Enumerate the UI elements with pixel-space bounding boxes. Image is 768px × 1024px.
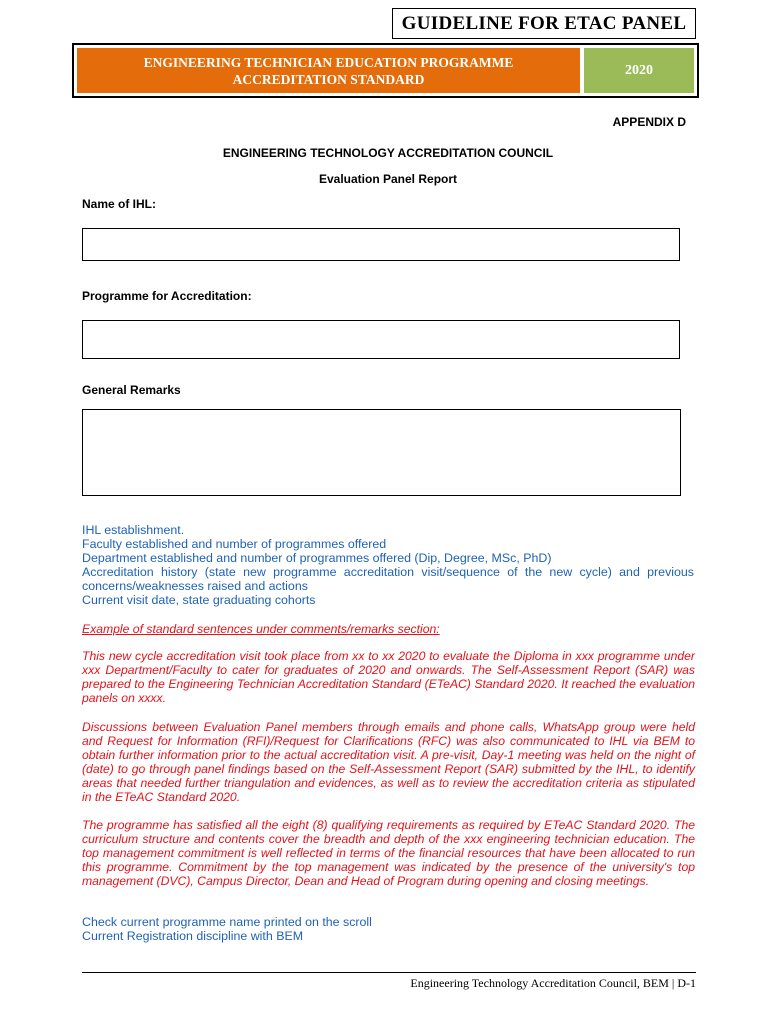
list-item: Current Registration discipline with BEM: [82, 929, 304, 943]
example-paragraph-3: The programme has satisfied all the eight (8) qualifying requirements as required by ETeAC Standard 2020. The curriculum structure and contents cover the breadth and depth of the xxx engineering technician education. The top management commitment is well reflected in terms of the financial resources that have been allocated to run this programme. Commitment by the top management was indicated by the presence of the university's top management (DVC), Campus Director, Dean and Head of Program during opening and closing meetings.: [82, 818, 695, 888]
name-of-ihl-field[interactable]: [82, 228, 680, 261]
general-remarks-label: General Remarks: [82, 383, 181, 397]
banner-year: 2020: [584, 48, 694, 93]
example-paragraph-2: Discussions between Evaluation Panel members through emails and phone calls, WhatsApp group were held and Request for Information (RFI)/Request for Clarifications (RFC) was also communicated to IHL via BEM to obtain further information prior to the actual accreditation visit. A pre-visit, Day-1 meeting was held on the night of (date) to go through panel findings based on the Self-Assessment Report (SAR) submitted by the IHL, to identify areas that needed further triangulation and evidences, as well as to review the accreditation criteria as stipulated in the ETeAC Standard 2020.: [82, 720, 695, 804]
council-heading: ENGINEERING TECHNOLOGY ACCREDITATION COUNCIL: [222, 146, 554, 160]
name-of-ihl-label: Name of IHL:: [82, 197, 157, 211]
check-notes: [82, 915, 372, 943]
banner-line-1: ENGINEERING TECHNICIAN EDUCATION PROGRAMME: [143, 54, 514, 70]
list-item: Accreditation history (state new programme accreditation visit/sequence of the new cycle) and previous concerns/weaknesses raised and actions: [82, 565, 694, 593]
guideline-title: GUIDELINE FOR ETAC PANEL: [392, 8, 696, 39]
page-footer: Engineering Technology Accreditation Council, BEM | D-1: [410, 976, 696, 990]
programme-field[interactable]: [82, 320, 680, 359]
appendix-label: APPENDIX D: [612, 115, 686, 129]
list-item: Check current programme name printed on the scroll: [82, 915, 372, 929]
list-item: IHL establishment.: [82, 523, 185, 537]
list-item: Current visit date, state graduating cohorts: [82, 593, 316, 607]
general-remarks-field[interactable]: [82, 409, 681, 496]
banner-title: [77, 48, 580, 93]
footer-divider: [82, 972, 696, 973]
list-item: Department established and number of programmes offered (Dip, Degree, MSc, PhD): [82, 551, 552, 565]
guidance-list: [82, 523, 694, 607]
standard-banner: [72, 43, 699, 98]
example-paragraph-1: This new cycle accreditation visit took place from xx to xx 2020 to evaluate the Diploma in xxx programme under xxx Department/Faculty to cater for graduates of 2020 and onwards. The Self-Assessment Report (SAR) was prepared to the Engineering Technician Accreditation Standard (ETeAC) Standard 2020. It reached the evaluation panels on xxxx.: [82, 649, 695, 705]
report-title: Evaluation Panel Report: [318, 172, 458, 186]
example-heading: Example of standard sentences under comments/remarks section:: [82, 622, 440, 636]
list-item: Faculty established and number of programmes offered: [82, 537, 387, 551]
programme-label: Programme for Accreditation:: [82, 289, 252, 303]
banner-line-2: ACCREDITATION STANDARD: [232, 71, 425, 87]
